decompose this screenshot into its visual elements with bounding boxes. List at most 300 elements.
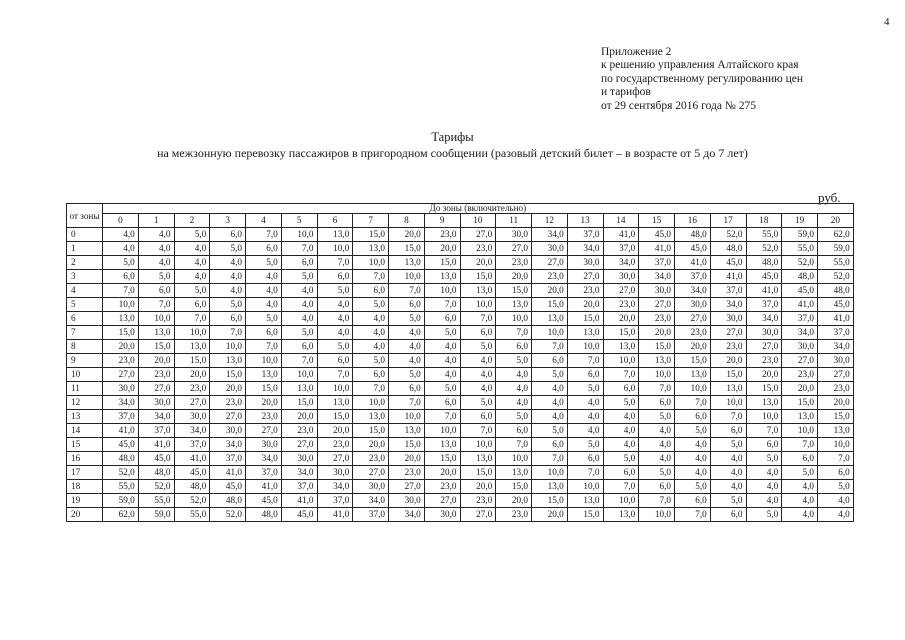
tariff-cell: 6,0 <box>317 270 353 284</box>
tariff-cell: 4,0 <box>460 368 496 382</box>
tariff-cell: 5,0 <box>746 508 782 522</box>
tariff-cell: 52,0 <box>210 508 246 522</box>
tariff-cell: 27,0 <box>103 368 139 382</box>
row-zone-label: 10 <box>67 368 103 382</box>
tariff-cell: 7,0 <box>246 340 282 354</box>
tariff-cell: 5,0 <box>496 354 532 368</box>
tariff-cell: 15,0 <box>496 480 532 494</box>
tariff-cell: 13,0 <box>567 494 603 508</box>
tariff-cell: 23,0 <box>103 354 139 368</box>
tariff-cell: 27,0 <box>460 228 496 242</box>
tariff-cell: 27,0 <box>317 452 353 466</box>
tariff-cell: 6,0 <box>567 368 603 382</box>
tariff-cell: 34,0 <box>746 312 782 326</box>
tariff-cell: 4,0 <box>675 452 711 466</box>
tariff-cell: 4,0 <box>460 354 496 368</box>
tariff-cell: 45,0 <box>281 508 317 522</box>
tariff-cell: 5,0 <box>746 452 782 466</box>
tariff-cell: 6,0 <box>567 452 603 466</box>
tariff-cell: 52,0 <box>818 270 854 284</box>
tariff-cell: 15,0 <box>174 354 210 368</box>
tariff-cell: 6,0 <box>103 270 139 284</box>
tariff-cell: 4,0 <box>138 256 174 270</box>
tariff-cell: 20,0 <box>675 340 711 354</box>
tariff-cell: 23,0 <box>639 312 675 326</box>
tariff-cell: 13,0 <box>424 438 460 452</box>
tariff-cell: 45,0 <box>103 438 139 452</box>
tariff-cell: 30,0 <box>174 410 210 424</box>
tariff-cell: 5,0 <box>317 340 353 354</box>
tariff-cell: 20,0 <box>532 284 568 298</box>
tariff-cell: 23,0 <box>389 466 425 480</box>
tariff-cell: 27,0 <box>675 312 711 326</box>
tariff-cell: 4,0 <box>174 270 210 284</box>
tariff-cell: 34,0 <box>639 270 675 284</box>
row-zone-label: 12 <box>67 396 103 410</box>
tariff-cell: 7,0 <box>281 242 317 256</box>
tariff-cell: 13,0 <box>281 382 317 396</box>
tariff-cell: 13,0 <box>675 368 711 382</box>
tariff-cell: 5,0 <box>532 368 568 382</box>
tariff-cell: 23,0 <box>424 480 460 494</box>
tariff-cell: 20,0 <box>496 270 532 284</box>
tariff-cell: 7,0 <box>317 256 353 270</box>
tariff-cell: 4,0 <box>103 242 139 256</box>
tariff-cell: 4,0 <box>710 452 746 466</box>
tariff-cell: 45,0 <box>818 298 854 312</box>
tariff-cell: 59,0 <box>103 494 139 508</box>
tariff-cell: 4,0 <box>603 438 639 452</box>
tariff-cell: 41,0 <box>246 480 282 494</box>
row-zone-label: 3 <box>67 270 103 284</box>
row-zone-label: 2 <box>67 256 103 270</box>
tariff-cell: 34,0 <box>710 298 746 312</box>
tariff-cell: 10,0 <box>639 368 675 382</box>
tariff-cell: 23,0 <box>353 452 389 466</box>
tariff-cell: 62,0 <box>103 508 139 522</box>
tariff-cell: 37,0 <box>353 508 389 522</box>
tariff-cell: 5,0 <box>675 424 711 438</box>
tariff-cell: 7,0 <box>710 410 746 424</box>
zone-column-header: 5 <box>281 214 317 228</box>
tariff-cell: 7,0 <box>603 480 639 494</box>
tariff-cell: 20,0 <box>746 368 782 382</box>
table-row <box>67 298 854 312</box>
tariff-cell: 30,0 <box>639 284 675 298</box>
tariff-cell: 23,0 <box>281 424 317 438</box>
tariff-cell: 30,0 <box>603 270 639 284</box>
tariff-cell: 4,0 <box>782 494 818 508</box>
tariff-cell: 20,0 <box>281 410 317 424</box>
tariff-cell: 27,0 <box>710 326 746 340</box>
tariff-cell: 55,0 <box>782 242 818 256</box>
table-row <box>67 256 854 270</box>
tariff-cell: 13,0 <box>460 452 496 466</box>
tariff-cell: 5,0 <box>603 452 639 466</box>
appendix-line: Приложение 2 <box>601 46 672 58</box>
tariff-cell: 5,0 <box>710 494 746 508</box>
tariff-cell: 6,0 <box>532 438 568 452</box>
tariff-cell: 20,0 <box>782 382 818 396</box>
tariff-cell: 10,0 <box>281 368 317 382</box>
tariff-cell: 23,0 <box>138 368 174 382</box>
row-zone-label: 17 <box>67 466 103 480</box>
tariff-cell: 37,0 <box>675 270 711 284</box>
tariff-cell: 4,0 <box>746 466 782 480</box>
tariff-cell: 6,0 <box>639 480 675 494</box>
tariff-cell: 10,0 <box>532 326 568 340</box>
tariff-cell: 37,0 <box>603 242 639 256</box>
tariff-cell: 37,0 <box>246 466 282 480</box>
tariff-cell: 4,0 <box>567 424 603 438</box>
tariff-cell: 5,0 <box>496 410 532 424</box>
table-row <box>67 494 854 508</box>
tariff-cell: 13,0 <box>532 312 568 326</box>
page-number: 4 <box>884 16 890 28</box>
appendix-line: к решению управления Алтайского края <box>601 59 799 72</box>
tariff-cell: 6,0 <box>246 326 282 340</box>
tariff-cell: 15,0 <box>639 340 675 354</box>
zone-column-header: 14 <box>603 214 639 228</box>
tariff-cell: 5,0 <box>210 298 246 312</box>
tariff-cell: 5,0 <box>353 298 389 312</box>
tariff-cell: 27,0 <box>567 270 603 284</box>
tariff-cell: 30,0 <box>782 340 818 354</box>
zone-column-header: 16 <box>675 214 711 228</box>
tariff-cell: 10,0 <box>424 424 460 438</box>
row-zone-label: 16 <box>67 452 103 466</box>
tariff-cell: 6,0 <box>317 354 353 368</box>
tariff-cell: 7,0 <box>532 452 568 466</box>
tariff-cell: 37,0 <box>782 312 818 326</box>
tariff-cell: 23,0 <box>567 284 603 298</box>
tariff-cell: 13,0 <box>782 410 818 424</box>
tariff-cell: 27,0 <box>210 410 246 424</box>
tariff-cell: 13,0 <box>710 382 746 396</box>
tariff-cell: 41,0 <box>746 284 782 298</box>
tariff-cell: 15,0 <box>389 438 425 452</box>
tariff-cell: 6,0 <box>460 326 496 340</box>
tariff-cell: 13,0 <box>353 410 389 424</box>
tariff-cell: 15,0 <box>782 396 818 410</box>
tariff-cell: 13,0 <box>210 354 246 368</box>
table-row <box>67 396 854 410</box>
tariff-cell: 37,0 <box>818 326 854 340</box>
tariff-cell: 23,0 <box>532 270 568 284</box>
appendix-block <box>601 46 803 113</box>
tariff-cell: 55,0 <box>818 256 854 270</box>
tariff-cell: 15,0 <box>103 326 139 340</box>
tariff-cell: 4,0 <box>782 508 818 522</box>
tariff-cell: 4,0 <box>246 284 282 298</box>
row-zone-label: 5 <box>67 298 103 312</box>
tariff-cell: 4,0 <box>246 270 282 284</box>
tariff-cell: 45,0 <box>710 256 746 270</box>
tariff-cell: 10,0 <box>389 270 425 284</box>
tariff-cell: 34,0 <box>174 424 210 438</box>
tariff-cell: 15,0 <box>532 494 568 508</box>
tariff-cell: 4,0 <box>782 480 818 494</box>
tariff-cell: 4,0 <box>174 256 210 270</box>
tariff-cell: 27,0 <box>246 424 282 438</box>
tariff-cell: 34,0 <box>353 494 389 508</box>
table-row <box>67 284 854 298</box>
tariff-cell: 6,0 <box>710 508 746 522</box>
tariff-cell: 30,0 <box>138 396 174 410</box>
tariff-cell: 6,0 <box>710 424 746 438</box>
tariff-cell: 13,0 <box>389 256 425 270</box>
table-row <box>67 340 854 354</box>
tariff-cell: 5,0 <box>424 382 460 396</box>
tariff-cell: 55,0 <box>103 480 139 494</box>
tariff-cell: 5,0 <box>246 256 282 270</box>
tariff-cell: 48,0 <box>138 466 174 480</box>
tariff-cell: 10,0 <box>532 466 568 480</box>
tariff-cell: 27,0 <box>818 368 854 382</box>
tariff-cell: 13,0 <box>532 480 568 494</box>
tariff-cell: 4,0 <box>389 326 425 340</box>
tariff-cell: 27,0 <box>138 382 174 396</box>
tariff-cell: 27,0 <box>746 340 782 354</box>
tariff-cell: 6,0 <box>246 242 282 256</box>
tariff-cell: 10,0 <box>281 228 317 242</box>
tariff-cell: 6,0 <box>675 410 711 424</box>
tariff-cell: 13,0 <box>496 298 532 312</box>
zone-column-header: 20 <box>818 214 854 228</box>
tariff-cell: 20,0 <box>174 368 210 382</box>
tariff-cell: 4,0 <box>496 382 532 396</box>
tariff-cell: 6,0 <box>281 256 317 270</box>
tariff-cell: 7,0 <box>210 326 246 340</box>
tariff-cell: 48,0 <box>746 256 782 270</box>
tariff-cell: 20,0 <box>389 452 425 466</box>
tariff-cell: 7,0 <box>246 228 282 242</box>
tariff-cell: 20,0 <box>710 354 746 368</box>
tariff-cell: 23,0 <box>675 326 711 340</box>
table-row <box>67 466 854 480</box>
tariff-cell: 41,0 <box>675 256 711 270</box>
tariff-cell: 4,0 <box>210 256 246 270</box>
tariff-cell: 4,0 <box>567 410 603 424</box>
tariff-cell: 6,0 <box>174 298 210 312</box>
tariff-cell: 7,0 <box>532 340 568 354</box>
zone-column-header: 17 <box>710 214 746 228</box>
tariff-cell: 7,0 <box>496 326 532 340</box>
table-row <box>67 270 854 284</box>
tariff-cell: 59,0 <box>818 242 854 256</box>
tariff-cell: 41,0 <box>317 508 353 522</box>
tariff-cell: 10,0 <box>746 410 782 424</box>
tariff-cell: 34,0 <box>782 326 818 340</box>
tariff-cell: 15,0 <box>675 354 711 368</box>
tariff-cell: 34,0 <box>532 228 568 242</box>
tariff-cell: 10,0 <box>353 396 389 410</box>
tariff-cell: 6,0 <box>424 396 460 410</box>
tariff-cell: 30,0 <box>103 382 139 396</box>
tariff-cell: 6,0 <box>603 382 639 396</box>
tariff-cell: 5,0 <box>567 438 603 452</box>
tariff-cell: 27,0 <box>281 438 317 452</box>
row-zone-label: 4 <box>67 284 103 298</box>
tariff-cell: 4,0 <box>746 494 782 508</box>
tariff-cell: 13,0 <box>639 354 675 368</box>
tariff-cell: 4,0 <box>210 270 246 284</box>
tariff-cell: 37,0 <box>710 284 746 298</box>
row-zone-label: 20 <box>67 508 103 522</box>
tariff-cell: 45,0 <box>138 452 174 466</box>
tariff-cell: 15,0 <box>460 270 496 284</box>
zone-column-header: 13 <box>567 214 603 228</box>
zone-column-header: 3 <box>210 214 246 228</box>
tariff-cell: 5,0 <box>246 312 282 326</box>
tariff-cell: 10,0 <box>567 480 603 494</box>
tariff-cell: 5,0 <box>460 396 496 410</box>
tariff-cell: 7,0 <box>818 452 854 466</box>
tariff-cell: 13,0 <box>460 284 496 298</box>
tariff-cell: 52,0 <box>138 480 174 494</box>
tariff-cell: 10,0 <box>389 410 425 424</box>
zone-column-header: 1 <box>138 214 174 228</box>
tariff-cell: 23,0 <box>782 368 818 382</box>
tariff-cell: 10,0 <box>174 326 210 340</box>
tariff-cell: 4,0 <box>639 452 675 466</box>
tariff-cell: 34,0 <box>675 284 711 298</box>
tariff-cell: 10,0 <box>424 284 460 298</box>
tariff-cell: 30,0 <box>424 508 460 522</box>
zone-column-header: 12 <box>532 214 568 228</box>
tariff-cell: 45,0 <box>210 480 246 494</box>
tariff-cell: 4,0 <box>424 340 460 354</box>
tariff-cell: 4,0 <box>639 424 675 438</box>
tariff-cell: 10,0 <box>782 424 818 438</box>
tariff-cell: 7,0 <box>639 382 675 396</box>
tariff-cell: 15,0 <box>496 284 532 298</box>
table-row <box>67 480 854 494</box>
tariff-cell: 4,0 <box>174 242 210 256</box>
tariff-cell: 45,0 <box>639 228 675 242</box>
tariff-cell: 7,0 <box>103 284 139 298</box>
row-zone-label: 6 <box>67 312 103 326</box>
tariff-cell: 6,0 <box>496 340 532 354</box>
tariff-cell: 20,0 <box>103 340 139 354</box>
tariff-cell: 30,0 <box>281 452 317 466</box>
tariff-cell: 7,0 <box>460 312 496 326</box>
tariff-cell: 34,0 <box>317 480 353 494</box>
tariff-cell: 4,0 <box>710 480 746 494</box>
tariff-cell: 41,0 <box>103 424 139 438</box>
tariff-body <box>67 228 854 522</box>
tariff-cell: 34,0 <box>210 438 246 452</box>
zone-column-header: 10 <box>460 214 496 228</box>
tariff-cell: 52,0 <box>103 466 139 480</box>
tariff-cell: 27,0 <box>532 256 568 270</box>
tariff-cell: 30,0 <box>389 494 425 508</box>
tariff-cell: 4,0 <box>532 396 568 410</box>
tariff-cell: 23,0 <box>460 242 496 256</box>
tariff-cell: 10,0 <box>496 312 532 326</box>
row-zone-label: 19 <box>67 494 103 508</box>
tariff-cell: 10,0 <box>210 340 246 354</box>
tariff-cell: 37,0 <box>210 452 246 466</box>
tariff-cell: 7,0 <box>138 298 174 312</box>
tariff-cell: 5,0 <box>174 284 210 298</box>
zone-column-header: 18 <box>746 214 782 228</box>
tariff-cell: 15,0 <box>353 228 389 242</box>
tariff-cell: 23,0 <box>460 494 496 508</box>
currency-unit: руб. <box>818 190 841 205</box>
table-row <box>67 424 854 438</box>
tariff-cell: 37,0 <box>746 298 782 312</box>
tariff-cell: 6,0 <box>639 396 675 410</box>
tariff-cell: 4,0 <box>281 284 317 298</box>
tariff-cell: 4,0 <box>389 354 425 368</box>
tariff-cell: 7,0 <box>496 438 532 452</box>
tariff-cell: 6,0 <box>353 368 389 382</box>
tariff-cell: 4,0 <box>639 438 675 452</box>
tariff-cell: 27,0 <box>424 494 460 508</box>
tariff-cell: 4,0 <box>317 312 353 326</box>
tariff-cell: 13,0 <box>317 396 353 410</box>
tariff-cell: 5,0 <box>567 382 603 396</box>
tariff-cell: 27,0 <box>389 480 425 494</box>
tariff-cell: 45,0 <box>675 242 711 256</box>
tariff-cell: 6,0 <box>675 494 711 508</box>
tariff-cell: 20,0 <box>210 382 246 396</box>
tariff-cell: 5,0 <box>389 312 425 326</box>
tariff-cell: 41,0 <box>710 270 746 284</box>
tariff-cell: 48,0 <box>782 270 818 284</box>
tariff-cell: 10,0 <box>353 256 389 270</box>
tariff-cell: 4,0 <box>281 312 317 326</box>
tariff-cell: 27,0 <box>496 242 532 256</box>
tariff-cell: 7,0 <box>174 312 210 326</box>
tariff-cell: 4,0 <box>603 424 639 438</box>
zone-column-header: 15 <box>639 214 675 228</box>
tariff-cell: 37,0 <box>639 256 675 270</box>
tariff-cell: 5,0 <box>818 480 854 494</box>
tariff-cell: 41,0 <box>174 452 210 466</box>
tariff-cell: 7,0 <box>353 270 389 284</box>
tariff-cell: 15,0 <box>389 242 425 256</box>
tariff-cell: 4,0 <box>746 480 782 494</box>
tariff-cell: 4,0 <box>138 228 174 242</box>
tariff-cell: 15,0 <box>210 368 246 382</box>
tariff-cell: 4,0 <box>675 466 711 480</box>
tariff-cell: 6,0 <box>782 452 818 466</box>
tariff-cell: 4,0 <box>317 298 353 312</box>
tariff-cell: 37,0 <box>103 410 139 424</box>
tariff-cell: 6,0 <box>818 466 854 480</box>
tariff-cell: 20,0 <box>460 256 496 270</box>
tariff-cell: 34,0 <box>138 410 174 424</box>
tariff-cell: 13,0 <box>174 340 210 354</box>
tariff-cell: 7,0 <box>460 424 496 438</box>
tariff-cell: 6,0 <box>281 340 317 354</box>
tariff-cell: 7,0 <box>746 424 782 438</box>
tariff-cell: 27,0 <box>603 284 639 298</box>
tariff-cell: 4,0 <box>675 438 711 452</box>
tariff-cell: 10,0 <box>460 438 496 452</box>
tariff-cell: 20,0 <box>317 424 353 438</box>
tariff-cell: 10,0 <box>603 494 639 508</box>
tariff-cell: 6,0 <box>389 298 425 312</box>
zone-header-row <box>67 214 854 228</box>
tariff-cell: 7,0 <box>424 410 460 424</box>
tariff-cell: 4,0 <box>210 284 246 298</box>
tariff-cell: 20,0 <box>424 242 460 256</box>
tariff-cell: 48,0 <box>174 480 210 494</box>
tariff-cell: 13,0 <box>246 368 282 382</box>
